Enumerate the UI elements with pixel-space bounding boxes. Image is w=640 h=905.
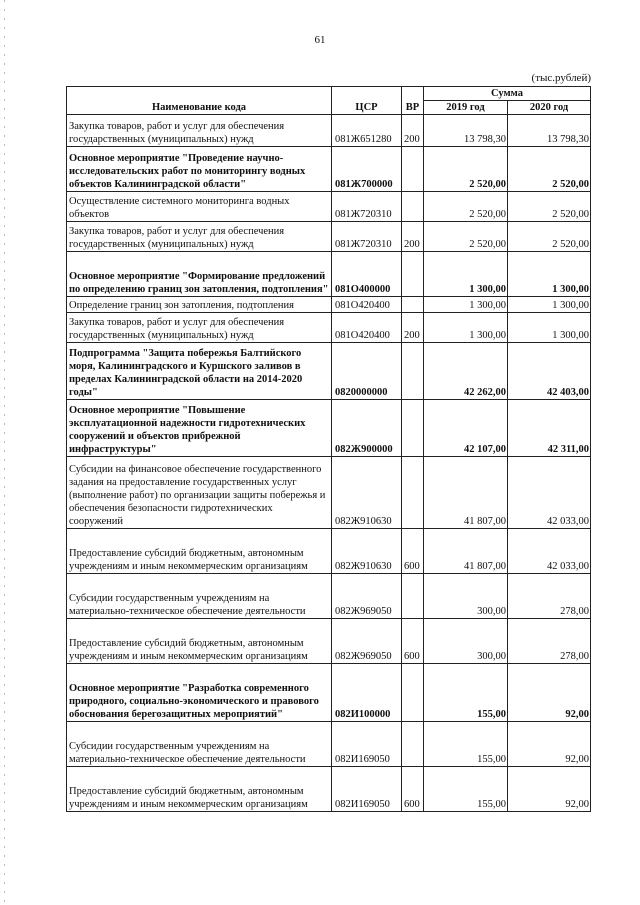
row-name: Подпрограмма "Защита побережья Балтийского моря, Калининградского и Куршского заливов в пределах Калининградской области на 2014-2020 годы" bbox=[67, 343, 332, 400]
row-name: Закупка товаров, работ и услуг для обеспечения государственных (муниципальных) нужд bbox=[67, 222, 332, 252]
row-csr: 082И169050 bbox=[332, 722, 402, 767]
header-sum: Сумма bbox=[424, 87, 591, 101]
row-vr: 200 bbox=[402, 313, 424, 343]
row-value-2020: 1 300,00 bbox=[508, 297, 591, 313]
row-value-2019: 2 520,00 bbox=[424, 222, 508, 252]
row-value-2019: 155,00 bbox=[424, 722, 508, 767]
row-value-2020: 1 300,00 bbox=[508, 252, 591, 297]
row-vr: 200 bbox=[402, 115, 424, 147]
row-value-2019: 155,00 bbox=[424, 664, 508, 722]
row-value-2020: 42 033,00 bbox=[508, 457, 591, 529]
row-name: Основное мероприятие "Формирование предложений по определению границ зон затопления, подтопления" bbox=[67, 252, 332, 297]
row-csr: 082Ж900000 bbox=[332, 400, 402, 457]
row-value-2020: 278,00 bbox=[508, 619, 591, 664]
row-value-2020: 42 033,00 bbox=[508, 529, 591, 574]
row-vr bbox=[402, 297, 424, 313]
page-number: 61 bbox=[314, 34, 326, 46]
row-value-2019: 13 798,30 bbox=[424, 115, 508, 147]
row-name: Определение границ зон затопления, подтопления bbox=[67, 297, 332, 313]
row-value-2019: 42 262,00 bbox=[424, 343, 508, 400]
units-label: (тыс.рублей) bbox=[531, 72, 591, 84]
row-value-2020: 13 798,30 bbox=[508, 115, 591, 147]
row-name: Предоставление субсидий бюджетным, автономным учреждениям и иным некоммерческим организациям bbox=[67, 619, 332, 664]
row-csr: 081Ж700000 bbox=[332, 147, 402, 192]
row-value-2019: 1 300,00 bbox=[424, 313, 508, 343]
row-name: Субсидии государственным учреждениям на материально-техническое обеспечение деятельности bbox=[67, 574, 332, 619]
row-vr bbox=[402, 147, 424, 192]
row-vr bbox=[402, 574, 424, 619]
table-row bbox=[67, 222, 591, 252]
row-vr: 200 bbox=[402, 222, 424, 252]
row-value-2019: 300,00 bbox=[424, 574, 508, 619]
table-row bbox=[67, 574, 591, 619]
row-vr bbox=[402, 343, 424, 400]
table-row bbox=[67, 400, 591, 457]
row-csr: 082Ж910630 bbox=[332, 457, 402, 529]
row-csr: 082Ж969050 bbox=[332, 574, 402, 619]
row-csr: 081Ж720310 bbox=[332, 192, 402, 222]
row-vr bbox=[402, 457, 424, 529]
table-row bbox=[67, 192, 591, 222]
row-vr bbox=[402, 192, 424, 222]
row-csr: 081Ж720310 bbox=[332, 222, 402, 252]
table-row bbox=[67, 457, 591, 529]
row-value-2019: 41 807,00 bbox=[424, 457, 508, 529]
row-csr: 082И169050 bbox=[332, 767, 402, 812]
row-vr bbox=[402, 400, 424, 457]
row-value-2020: 42 311,00 bbox=[508, 400, 591, 457]
header-row-top bbox=[67, 87, 591, 101]
row-vr: 600 bbox=[402, 619, 424, 664]
row-name: Предоставление субсидий бюджетным, автономным учреждениям и иным некоммерческим организациям bbox=[67, 767, 332, 812]
row-csr: 082И100000 bbox=[332, 664, 402, 722]
row-value-2019: 41 807,00 bbox=[424, 529, 508, 574]
row-vr bbox=[402, 722, 424, 767]
table-row bbox=[67, 297, 591, 313]
table-row bbox=[67, 147, 591, 192]
row-csr: 081О420400 bbox=[332, 297, 402, 313]
table-row bbox=[67, 252, 591, 297]
row-value-2019: 1 300,00 bbox=[424, 297, 508, 313]
table-row bbox=[67, 343, 591, 400]
header-year-2019: 2019 год bbox=[424, 101, 508, 115]
table-row bbox=[67, 722, 591, 767]
row-csr: 082Ж969050 bbox=[332, 619, 402, 664]
row-name: Предоставление субсидий бюджетным, автономным учреждениям и иным некоммерческим организациям bbox=[67, 529, 332, 574]
row-value-2019: 1 300,00 bbox=[424, 252, 508, 297]
row-name: Основное мероприятие "Проведение научно-исследовательских работ по мониторингу водных объектов Калининградской области" bbox=[67, 147, 332, 192]
table-row bbox=[67, 529, 591, 574]
header-name: Наименование кода bbox=[67, 87, 332, 115]
row-value-2019: 2 520,00 bbox=[424, 192, 508, 222]
row-csr: 081О420400 bbox=[332, 313, 402, 343]
row-csr: 081О400000 bbox=[332, 252, 402, 297]
row-vr bbox=[402, 252, 424, 297]
header-vr: ВР bbox=[402, 87, 424, 115]
header-csr: ЦСР bbox=[332, 87, 402, 115]
row-name: Субсидии на финансовое обеспечение государственного задания на предоставление государственных услуг (выполнение работ) по организации защиты побережья и обеспечения безопасности гидротехнических сооружений bbox=[67, 457, 332, 529]
table-body bbox=[67, 115, 591, 812]
table-row bbox=[67, 619, 591, 664]
row-value-2020: 92,00 bbox=[508, 767, 591, 812]
row-name: Осуществление системного мониторинга водных объектов bbox=[67, 192, 332, 222]
row-value-2019: 2 520,00 bbox=[424, 147, 508, 192]
table-row bbox=[67, 115, 591, 147]
table-row bbox=[67, 664, 591, 722]
row-csr: 0820000000 bbox=[332, 343, 402, 400]
row-csr: 082Ж910630 bbox=[332, 529, 402, 574]
row-name: Закупка товаров, работ и услуг для обеспечения государственных (муниципальных) нужд bbox=[67, 313, 332, 343]
header-year-2020: 2020 год bbox=[508, 101, 591, 115]
row-name: Закупка товаров, работ и услуг для обеспечения государственных (муниципальных) нужд bbox=[67, 115, 332, 147]
binder-edge bbox=[4, 0, 5, 905]
row-value-2020: 42 403,00 bbox=[508, 343, 591, 400]
row-value-2020: 2 520,00 bbox=[508, 222, 591, 252]
row-value-2019: 155,00 bbox=[424, 767, 508, 812]
row-vr bbox=[402, 664, 424, 722]
row-value-2020: 2 520,00 bbox=[508, 192, 591, 222]
table-row bbox=[67, 313, 591, 343]
row-name: Основное мероприятие "Повышение эксплуатационной надежности гидротехнических сооружений и объектов прибрежной инфраструктуры" bbox=[67, 400, 332, 457]
row-vr: 600 bbox=[402, 767, 424, 812]
row-value-2020: 278,00 bbox=[508, 574, 591, 619]
row-value-2020: 92,00 bbox=[508, 664, 591, 722]
row-value-2020: 2 520,00 bbox=[508, 147, 591, 192]
row-value-2019: 42 107,00 bbox=[424, 400, 508, 457]
budget-table bbox=[66, 86, 591, 812]
row-value-2019: 300,00 bbox=[424, 619, 508, 664]
row-value-2020: 92,00 bbox=[508, 722, 591, 767]
row-value-2020: 1 300,00 bbox=[508, 313, 591, 343]
row-csr: 081Ж651280 bbox=[332, 115, 402, 147]
row-vr: 600 bbox=[402, 529, 424, 574]
table-row bbox=[67, 767, 591, 812]
row-name: Субсидии государственным учреждениям на материально-техническое обеспечение деятельности bbox=[67, 722, 332, 767]
row-name: Основное мероприятие "Разработка современного природного, социально-экономического и правового обоснования берегозащитных мероприятий" bbox=[67, 664, 332, 722]
